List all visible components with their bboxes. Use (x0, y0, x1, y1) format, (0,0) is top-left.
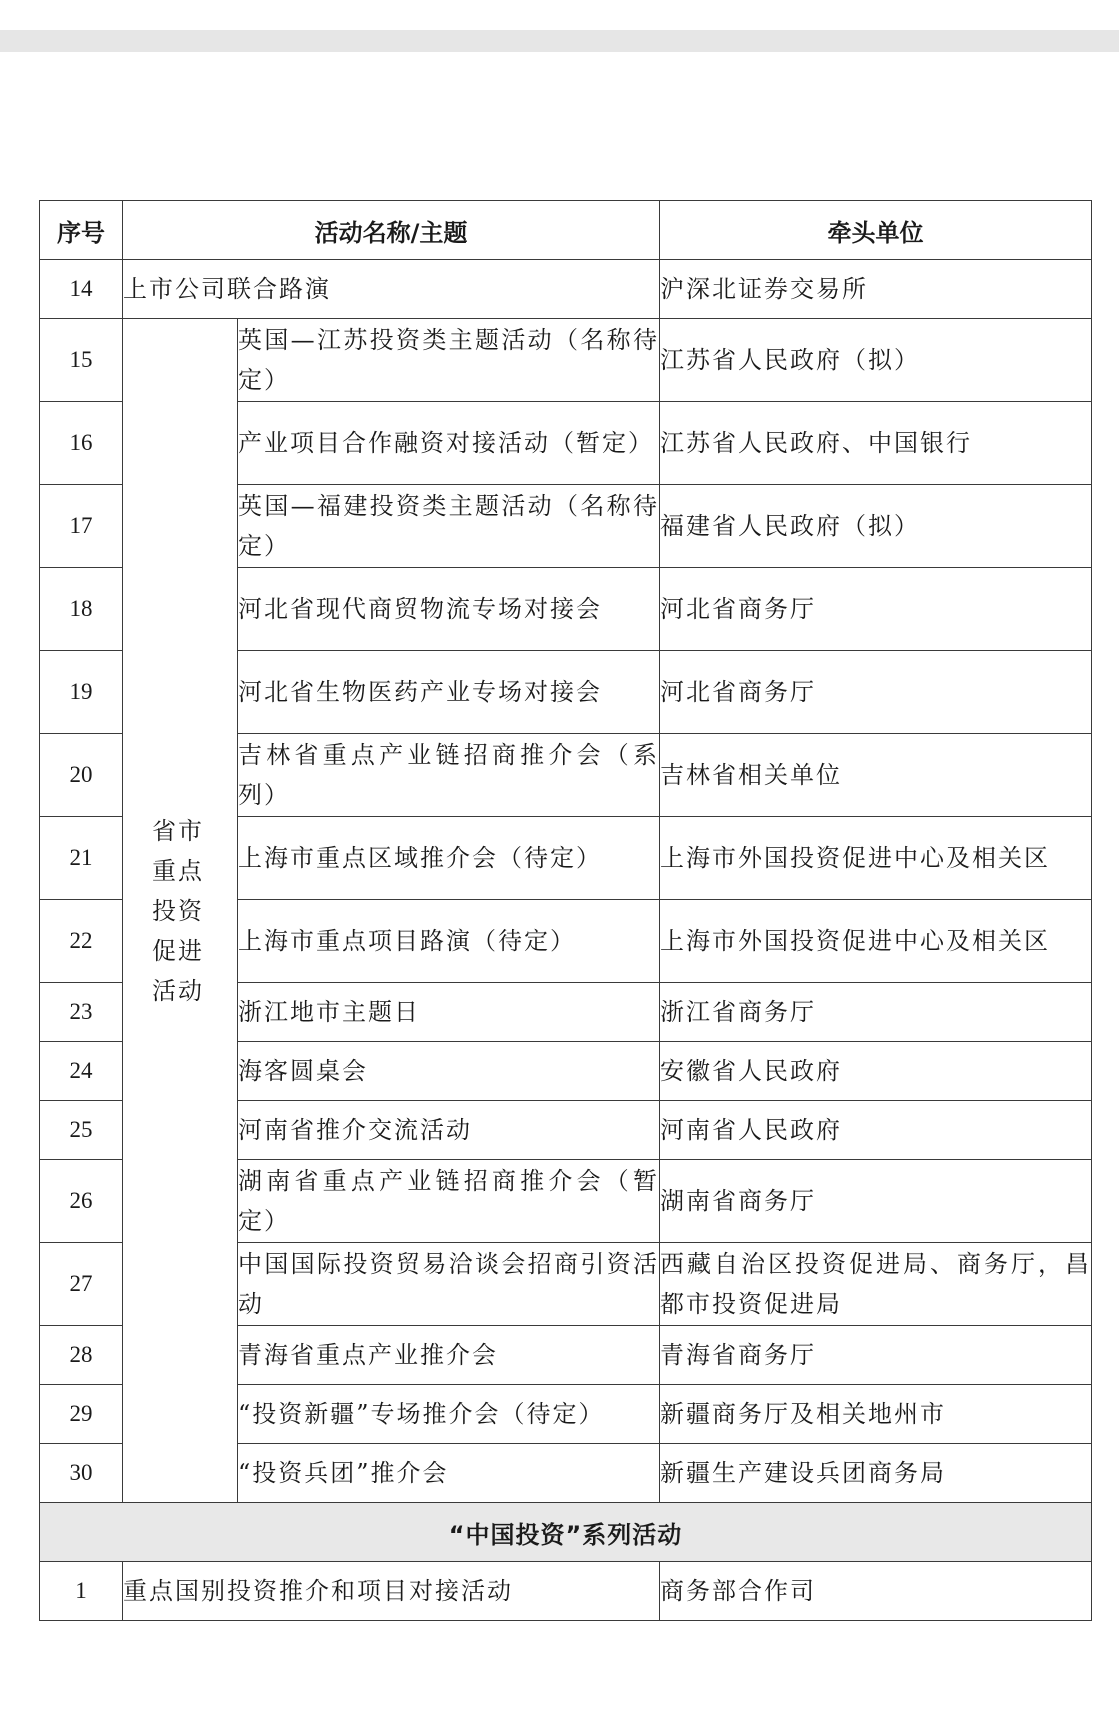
lead-unit: 上海市外国投资促进中心及相关区 (660, 817, 1092, 900)
lead-unit: 河北省商务厅 (660, 568, 1092, 651)
lead-unit: 河南省人民政府 (660, 1101, 1092, 1160)
table-row (40, 260, 1092, 319)
lead-unit: 商务部合作司 (660, 1562, 1092, 1621)
activity-name: 上市公司联合路演 (123, 260, 660, 319)
row-number: 17 (40, 485, 123, 568)
activity-name: 河南省推介交流活动 (238, 1101, 660, 1160)
row-number: 29 (40, 1385, 123, 1444)
activity-name: 海客圆桌会 (238, 1042, 660, 1101)
activity-name: 产业项目合作融资对接活动（暂定） (238, 402, 660, 485)
activity-name: 重点国别投资推介和项目对接活动 (123, 1562, 660, 1621)
activity-name: 湖南省重点产业链招商推介会（暂定） (238, 1160, 660, 1243)
row-number: 30 (40, 1444, 123, 1503)
category-label: 省市重点投资促进活动 (152, 816, 204, 1005)
row-number: 14 (40, 260, 123, 319)
lead-unit: 河北省商务厅 (660, 651, 1092, 734)
row-number: 23 (40, 983, 123, 1042)
lead-unit: 湖南省商务厅 (660, 1160, 1092, 1243)
row-number: 1 (40, 1562, 123, 1621)
activity-name: 上海市重点区域推介会（待定） (238, 817, 660, 900)
section-row (40, 1503, 1092, 1562)
lead-unit: 江苏省人民政府（拟） (660, 319, 1092, 402)
row-number: 25 (40, 1101, 123, 1160)
top-scroll-bar (0, 30, 1119, 52)
header-row (40, 201, 1092, 260)
lead-unit: 沪深北证券交易所 (660, 260, 1092, 319)
row-number: 18 (40, 568, 123, 651)
activity-name: 英国—福建投资类主题活动（名称待定） (238, 485, 660, 568)
lead-unit: 新疆商务厅及相关地州市 (660, 1385, 1092, 1444)
row-number: 28 (40, 1326, 123, 1385)
activity-name: 上海市重点项目路演（待定） (238, 900, 660, 983)
lead-unit: 西藏自治区投资促进局、商务厅，昌都市投资促进局 (660, 1243, 1092, 1326)
table-row (40, 1562, 1092, 1621)
lead-unit: 福建省人民政府（拟） (660, 485, 1092, 568)
lead-unit: 上海市外国投资促进中心及相关区 (660, 900, 1092, 983)
section-title: “中国投资”系列活动 (40, 1503, 1092, 1562)
activity-name: 吉林省重点产业链招商推介会（系列） (238, 734, 660, 817)
activity-name: 英国—江苏投资类主题活动（名称待定） (238, 319, 660, 402)
row-number: 22 (40, 900, 123, 983)
lead-unit: 新疆生产建设兵团商务局 (660, 1444, 1092, 1503)
table-row (40, 319, 1092, 402)
lead-unit: 安徽省人民政府 (660, 1042, 1092, 1101)
row-number: 19 (40, 651, 123, 734)
row-number: 27 (40, 1243, 123, 1326)
header-name: 活动名称/主题 (123, 201, 660, 260)
header-org: 牵头单位 (660, 201, 1092, 260)
activity-name: 中国国际投资贸易洽谈会招商引资活动 (238, 1243, 660, 1326)
row-number: 15 (40, 319, 123, 402)
row-number: 16 (40, 402, 123, 485)
lead-unit: 青海省商务厅 (660, 1326, 1092, 1385)
activity-table (39, 200, 1092, 1621)
activity-name: “投资兵团”推介会 (238, 1444, 660, 1503)
row-number: 21 (40, 817, 123, 900)
activity-name: 青海省重点产业推介会 (238, 1326, 660, 1385)
activity-name: 浙江地市主题日 (238, 983, 660, 1042)
category-cell (123, 319, 238, 1503)
activity-name: 河北省现代商贸物流专场对接会 (238, 568, 660, 651)
activity-name: “投资新疆”专场推介会（待定） (238, 1385, 660, 1444)
row-number: 26 (40, 1160, 123, 1243)
row-number: 20 (40, 734, 123, 817)
lead-unit: 吉林省相关单位 (660, 734, 1092, 817)
header-no: 序号 (40, 201, 123, 260)
lead-unit: 江苏省人民政府、中国银行 (660, 402, 1092, 485)
lead-unit: 浙江省商务厅 (660, 983, 1092, 1042)
row-number: 24 (40, 1042, 123, 1101)
activity-name: 河北省生物医药产业专场对接会 (238, 651, 660, 734)
